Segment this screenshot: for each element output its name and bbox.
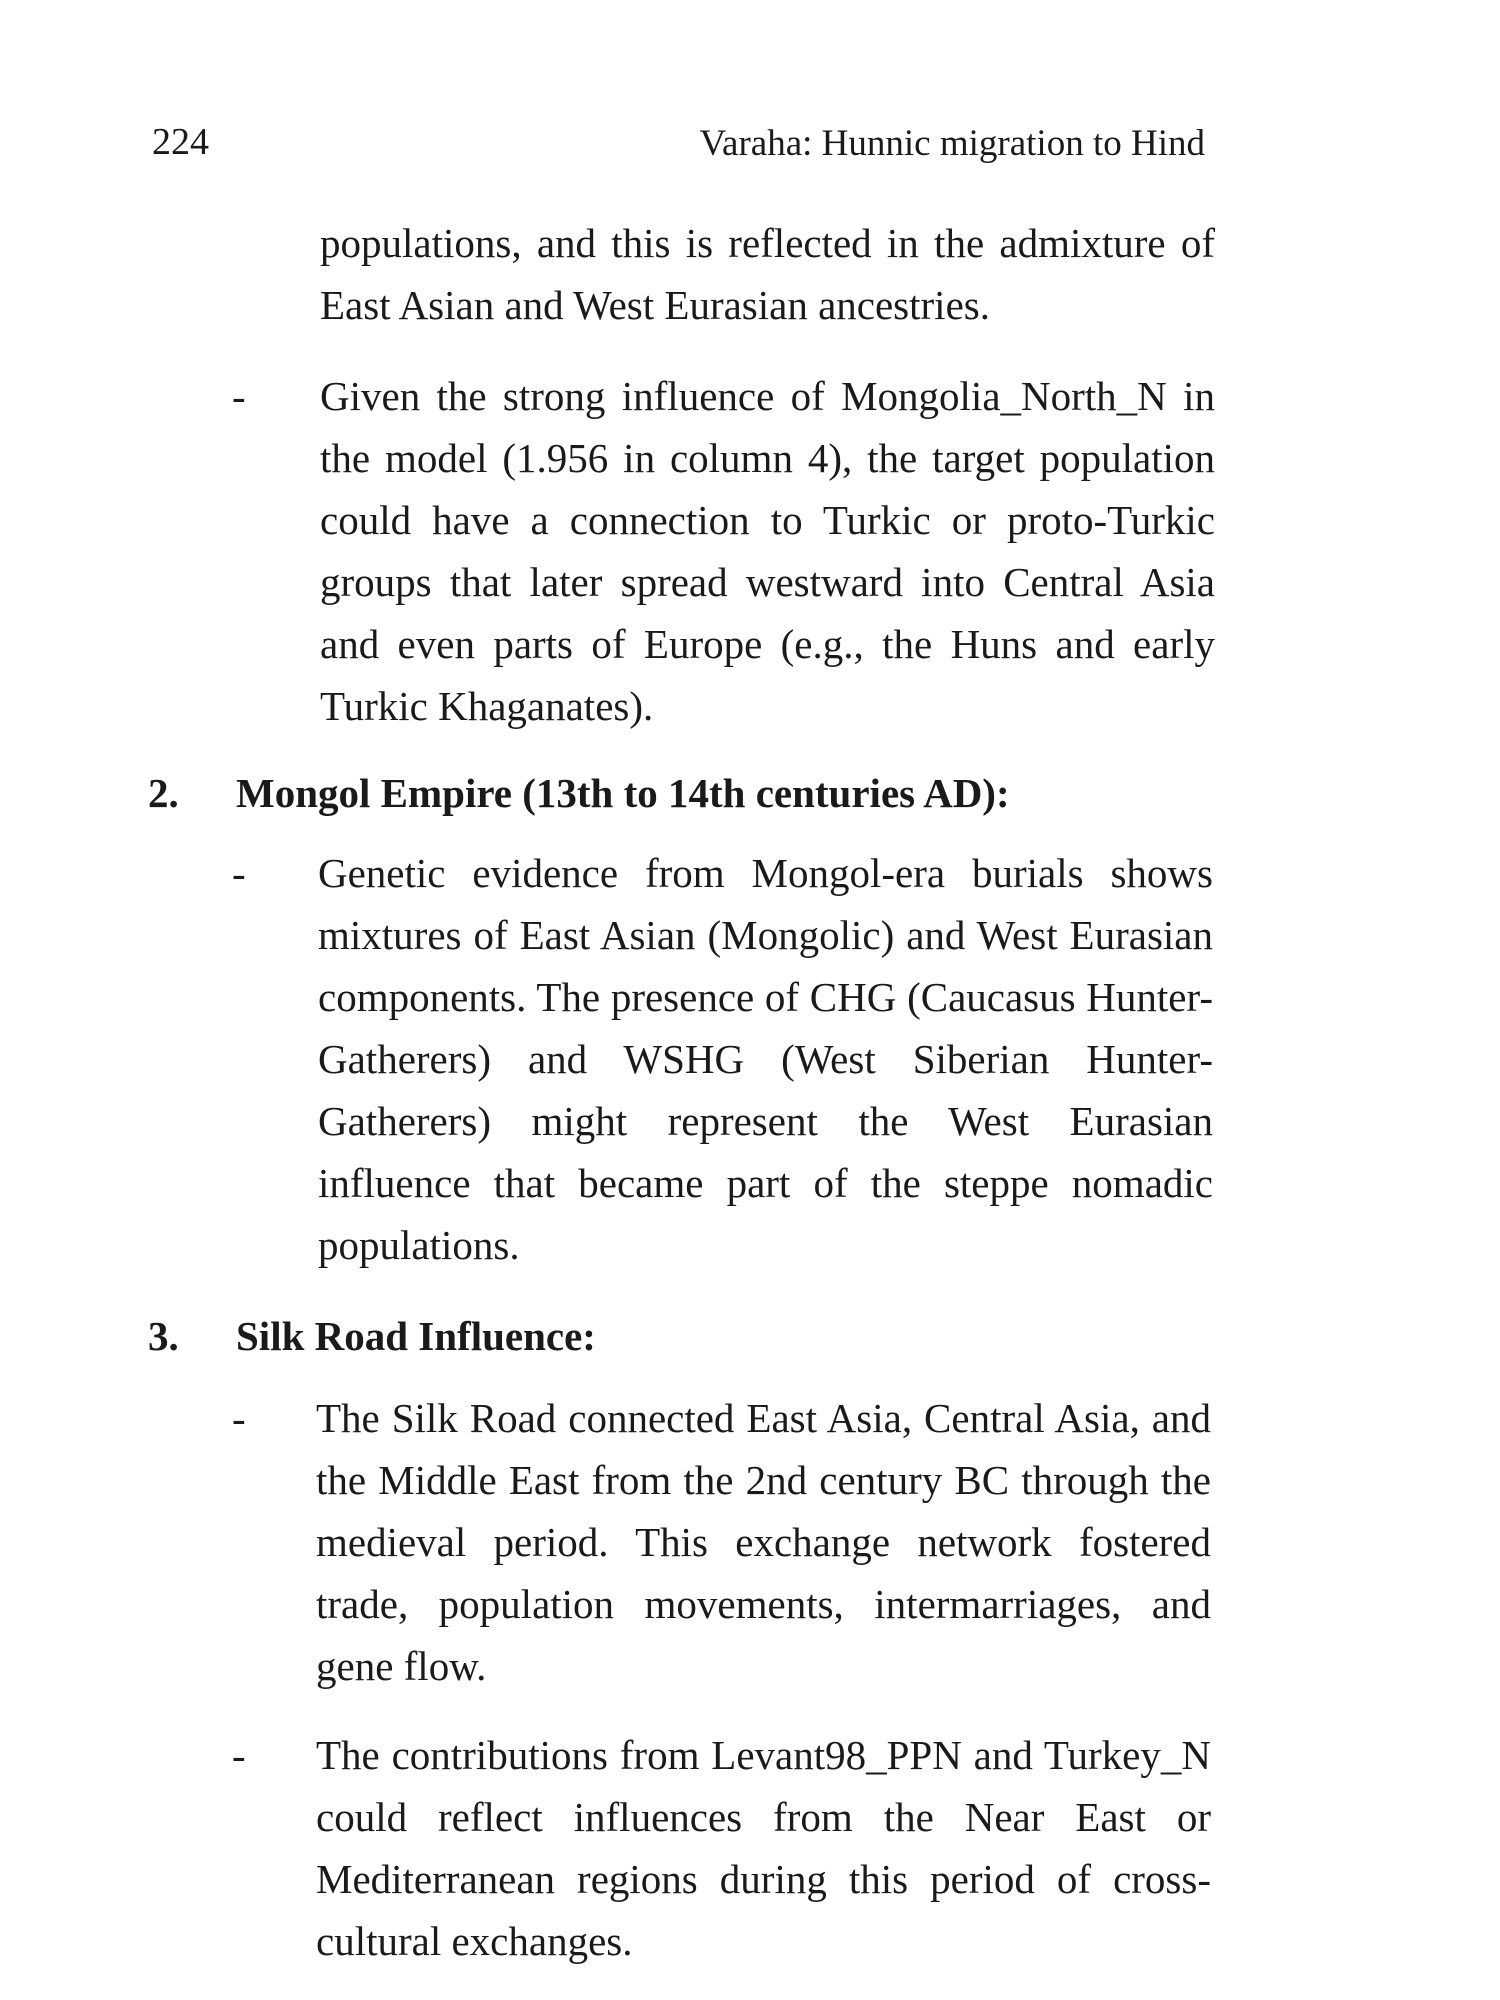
bullet-text: Genetic evidence from Mongol-era burials shows mixtures of East Asian (Mongolic) and West Eurasian components. The presence of CHG (Caucasus Hunter-Gatherers) and WSHG (West Siberian Hunter-Gatherers) might represent the West Eurasian influence that became part of the steppe nomadic populations. (318, 850, 1213, 1268)
running-header: Varaha: Hunnic migration to Hind (699, 123, 1205, 164)
bullet-marker: - (232, 850, 246, 896)
bullet-text: Given the strong influence of Mongolia_North_N in the model (1.956 in column 4), the target population could have a connection to Turkic or proto-Turkic groups that later spread westward into Central Asia and even parts of Europe (e.g., the Huns and early Turkic Khaganates). (320, 373, 1215, 729)
bullet-marker: - (232, 1732, 246, 1778)
continuation-text: populations, and this is reflected in the admixture of East Asian and West Eurasian ancestries. (320, 220, 1215, 328)
bullet-item (316, 1724, 1211, 1972)
bullet-marker: - (232, 373, 246, 419)
bullet-item (320, 365, 1215, 737)
bullet-text: The contributions from Levant98_PPN and Turkey_N could reflect influences from the Near East or Mediterranean regions during this period of cross-cultural exchanges. (316, 1732, 1211, 1964)
continuation-paragraph (320, 212, 1215, 336)
section-title: Silk Road Influence: (236, 1313, 596, 1359)
section-title: Mongol Empire (13th to 14th centuries AD): (236, 770, 1010, 816)
bullet-item (318, 842, 1213, 1276)
section-number: 3. (148, 1313, 179, 1359)
page-number: 224 (152, 121, 209, 163)
bullet-marker: - (232, 1395, 246, 1441)
bullet-text: The Silk Road connected East Asia, Central Asia, and the Middle East from the 2nd century BC through the medieval period. This exchange network fostered trade, population movements, intermarriages, and gene flow. (316, 1395, 1211, 1689)
bullet-item (316, 1387, 1211, 1697)
section-number: 2. (148, 770, 179, 816)
